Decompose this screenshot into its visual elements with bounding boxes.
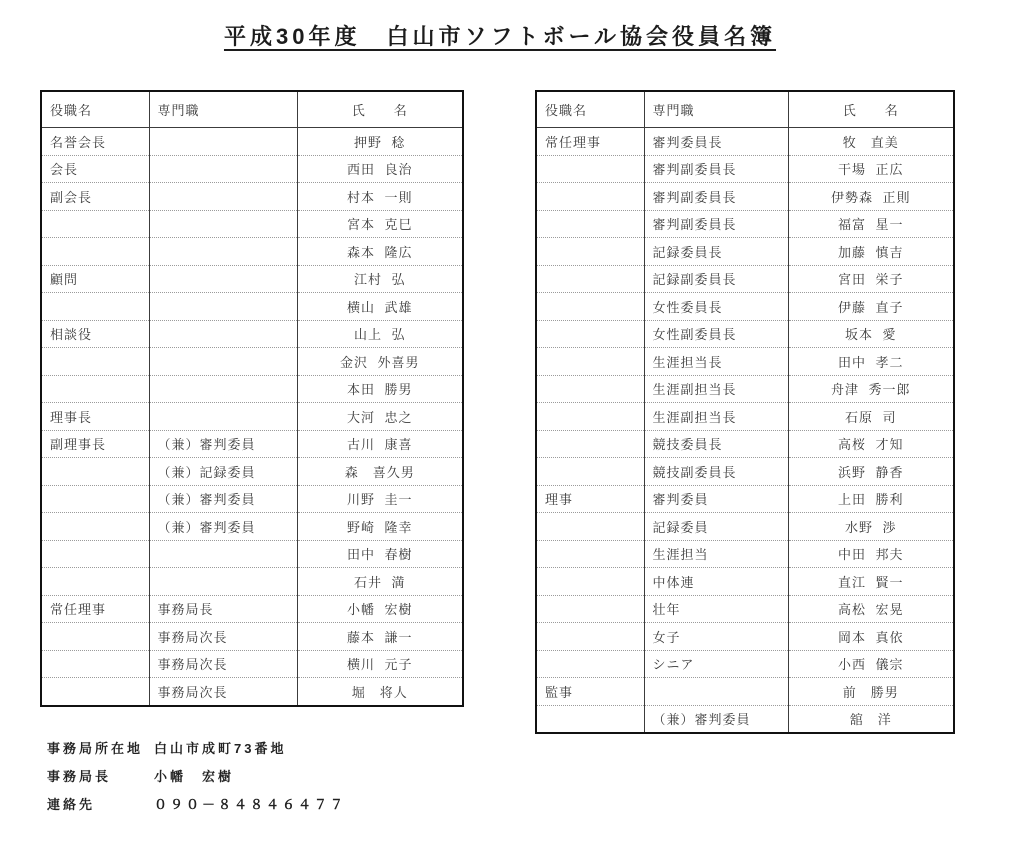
table-row (536, 155, 954, 183)
specialty-cell: 記録委員 (644, 513, 788, 541)
office-location-label: 事務局所在地 (47, 740, 144, 756)
position-cell (41, 623, 149, 651)
position-cell (41, 238, 149, 266)
specialty-cell: （兼）審判委員 (149, 430, 297, 458)
name-cell: 横山 武雄 (297, 293, 463, 321)
name-cell: 舟津 秀一郎 (788, 375, 954, 403)
name-cell: 宮田 栄子 (788, 265, 954, 293)
specialty-cell (149, 540, 297, 568)
specialty-cell: 競技副委員長 (644, 458, 788, 486)
name-cell: 大河 忠之 (297, 403, 463, 431)
header-name: 氏 名 (297, 91, 463, 128)
name-cell: 石井 満 (297, 568, 463, 596)
name-cell: 堀 将人 (297, 678, 463, 706)
position-cell (536, 320, 644, 348)
name-cell: 野崎 隆幸 (297, 513, 463, 541)
specialty-cell (149, 320, 297, 348)
name-cell: 伊藤 直子 (788, 293, 954, 321)
name-cell: 高松 宏晃 (788, 595, 954, 623)
specialty-cell (149, 155, 297, 183)
specialty-cell: 事務局次長 (149, 678, 297, 706)
position-cell (536, 540, 644, 568)
office-info (47, 733, 346, 817)
specialty-cell: （兼）審判委員 (149, 485, 297, 513)
table-row (536, 403, 954, 431)
table-row (536, 265, 954, 293)
specialty-cell: 事務局次長 (149, 650, 297, 678)
name-cell: 前 勝男 (788, 678, 954, 706)
position-cell: 監事 (536, 678, 644, 706)
table-row (41, 375, 463, 403)
specialty-cell (149, 128, 297, 156)
table-row (536, 568, 954, 596)
specialty-cell: 生涯副担当長 (644, 375, 788, 403)
position-cell (536, 623, 644, 651)
name-cell: 村本 一則 (297, 183, 463, 211)
specialty-cell: 審判委員長 (644, 128, 788, 156)
office-location-value: 白山市成町73番地 (154, 740, 287, 756)
specialty-cell (149, 265, 297, 293)
table-row (536, 623, 954, 651)
position-cell (41, 485, 149, 513)
table-row (41, 238, 463, 266)
contact-value: ０９０－８４８４６４７７ (154, 796, 347, 812)
table-row (536, 210, 954, 238)
table-row (536, 650, 954, 678)
name-cell: 山上 弘 (297, 320, 463, 348)
specialty-cell: 女子 (644, 623, 788, 651)
name-cell: 本田 勝男 (297, 375, 463, 403)
name-cell: 江村 弘 (297, 265, 463, 293)
name-cell: 舘 洋 (788, 705, 954, 733)
specialty-cell (149, 348, 297, 376)
specialty-cell (149, 183, 297, 211)
name-cell: 田中 春樹 (297, 540, 463, 568)
position-cell (536, 430, 644, 458)
name-cell: 加藤 慎吉 (788, 238, 954, 266)
name-cell: 伊勢森 正則 (788, 183, 954, 211)
position-cell: 名誉会長 (50, 134, 107, 150)
specialty-cell: （兼）記録委員 (149, 458, 297, 486)
table-row (536, 705, 954, 733)
table-row (536, 678, 954, 706)
page-title: 平成30年度 白山市ソフトボール協会役員名簿 (223, 24, 777, 49)
name-cell: 浜野 静香 (788, 458, 954, 486)
header-specialty: 専門職 (644, 91, 788, 128)
table-row (536, 458, 954, 486)
position-cell: 会長 (41, 155, 149, 183)
specialty-cell (149, 210, 297, 238)
position-cell (536, 375, 644, 403)
name-cell: 押野 稔 (297, 128, 463, 156)
position-cell (536, 210, 644, 238)
specialty-cell: 審判副委員長 (644, 210, 788, 238)
specialty-cell: （兼）審判委員 (644, 705, 788, 733)
specialty-cell (149, 403, 297, 431)
name-cell: 古川 康喜 (297, 430, 463, 458)
table-row (536, 238, 954, 266)
position-cell (536, 513, 644, 541)
name-cell: 直江 賢一 (788, 568, 954, 596)
specialty-cell (644, 678, 788, 706)
table-row (536, 540, 954, 568)
name-cell: 田中 孝二 (788, 348, 954, 376)
specialty-cell: 壮年 (644, 595, 788, 623)
specialty-cell: 記録副委員長 (644, 265, 788, 293)
position-cell (536, 155, 644, 183)
name-cell: 福富 星一 (788, 210, 954, 238)
specialty-cell: 女性副委員長 (644, 320, 788, 348)
position-cell: 副会長 (41, 183, 149, 211)
table-row (41, 265, 463, 293)
contact-label: 連絡先 (47, 796, 96, 812)
specialty-cell: 生涯担当 (644, 540, 788, 568)
name-cell: 西田 良治 (297, 155, 463, 183)
name-cell: 石原 司 (788, 403, 954, 431)
position-cell (41, 678, 149, 706)
name-cell: 岡本 真依 (788, 623, 954, 651)
table-row (41, 320, 463, 348)
header-position: 役職名 (536, 91, 644, 128)
table-row (41, 650, 463, 678)
specialty-cell: 事務局次長 (149, 623, 297, 651)
name-cell: 森本 隆広 (297, 238, 463, 266)
name-cell: 宮本 克巳 (297, 210, 463, 238)
position-cell: 副理事長 (41, 430, 149, 458)
table-row (41, 403, 463, 431)
position-cell (536, 650, 644, 678)
roster-table-right (535, 90, 955, 734)
name-cell: 干場 正広 (788, 155, 954, 183)
table-row (41, 568, 463, 596)
table-row (536, 485, 954, 513)
name-cell: 小幡 宏樹 (297, 595, 463, 623)
name-cell: 森 喜久男 (297, 458, 463, 486)
table-row (41, 183, 463, 211)
name-cell: 上田 勝利 (788, 485, 954, 513)
specialty-cell: 生涯担当長 (644, 348, 788, 376)
name-cell: 藤本 謙一 (297, 623, 463, 651)
specialty-cell: 記録委員長 (644, 238, 788, 266)
office-manager-value: 小幡 宏樹 (154, 768, 235, 784)
table-row (41, 595, 463, 623)
office-manager-row (47, 761, 346, 789)
position-cell (536, 293, 644, 321)
table-header-row (41, 91, 463, 128)
name-cell: 小西 儀宗 (788, 650, 954, 678)
specialty-cell (149, 375, 297, 403)
specialty-cell: 生涯副担当長 (644, 403, 788, 431)
position-cell (536, 403, 644, 431)
table-row (536, 595, 954, 623)
name-cell: 牧 直美 (788, 128, 954, 156)
table-row (41, 623, 463, 651)
position-cell (41, 513, 149, 541)
position-cell: 理事長 (41, 403, 149, 431)
table-row (41, 678, 463, 706)
table-row (536, 293, 954, 321)
specialty-cell: 審判副委員長 (644, 155, 788, 183)
specialty-cell: （兼）審判委員 (149, 513, 297, 541)
position-cell (536, 348, 644, 376)
position-cell (41, 375, 149, 403)
table-row (41, 485, 463, 513)
name-cell: 横川 元子 (297, 650, 463, 678)
position-cell (536, 568, 644, 596)
table-row (41, 540, 463, 568)
table-row (41, 128, 463, 156)
name-cell: 坂本 愛 (788, 320, 954, 348)
table-row (536, 430, 954, 458)
header-name: 氏 名 (788, 91, 954, 128)
position-cell (41, 293, 149, 321)
table-row (536, 320, 954, 348)
table-row (536, 513, 954, 541)
position-cell (41, 540, 149, 568)
position-cell (536, 265, 644, 293)
roster-table-left (40, 90, 464, 707)
table-row (41, 458, 463, 486)
name-cell: 水野 渉 (788, 513, 954, 541)
table-row (536, 128, 954, 156)
specialty-cell: 事務局長 (149, 595, 297, 623)
position-cell: 常任理事 (545, 134, 602, 150)
header-specialty: 専門職 (149, 91, 297, 128)
header-position: 役職名 (41, 91, 149, 128)
contact-row (47, 789, 346, 817)
position-cell (536, 183, 644, 211)
position-cell: 顧問 (41, 265, 149, 293)
position-cell: 相談役 (41, 320, 149, 348)
table-row (41, 293, 463, 321)
position-cell (536, 595, 644, 623)
specialty-cell (149, 568, 297, 596)
name-cell: 中田 邦夫 (788, 540, 954, 568)
specialty-cell (149, 238, 297, 266)
position-cell (536, 458, 644, 486)
position-cell (41, 348, 149, 376)
specialty-cell (149, 293, 297, 321)
table-row (536, 348, 954, 376)
specialty-cell: 中体連 (644, 568, 788, 596)
position-cell (536, 238, 644, 266)
office-manager-label: 事務局長 (47, 768, 112, 784)
table-row (41, 348, 463, 376)
position-cell (41, 210, 149, 238)
position-cell (41, 650, 149, 678)
table-header-row (536, 91, 954, 128)
name-cell: 川野 圭一 (297, 485, 463, 513)
specialty-cell: 競技委員長 (644, 430, 788, 458)
table-row (41, 155, 463, 183)
table-row (536, 375, 954, 403)
specialty-cell: 審判副委員長 (644, 183, 788, 211)
specialty-cell: 女性委員長 (644, 293, 788, 321)
table-row (536, 183, 954, 211)
table-row (41, 513, 463, 541)
position-cell: 常任理事 (41, 595, 149, 623)
position-cell (41, 568, 149, 596)
table-row (41, 430, 463, 458)
position-cell (41, 458, 149, 486)
office-location-row (47, 733, 346, 761)
name-cell: 金沢 外喜男 (297, 348, 463, 376)
position-cell: 理事 (536, 485, 644, 513)
specialty-cell: シニア (644, 650, 788, 678)
position-cell (536, 705, 644, 733)
table-row (41, 210, 463, 238)
name-cell: 高桜 才知 (788, 430, 954, 458)
specialty-cell: 審判委員 (644, 485, 788, 513)
